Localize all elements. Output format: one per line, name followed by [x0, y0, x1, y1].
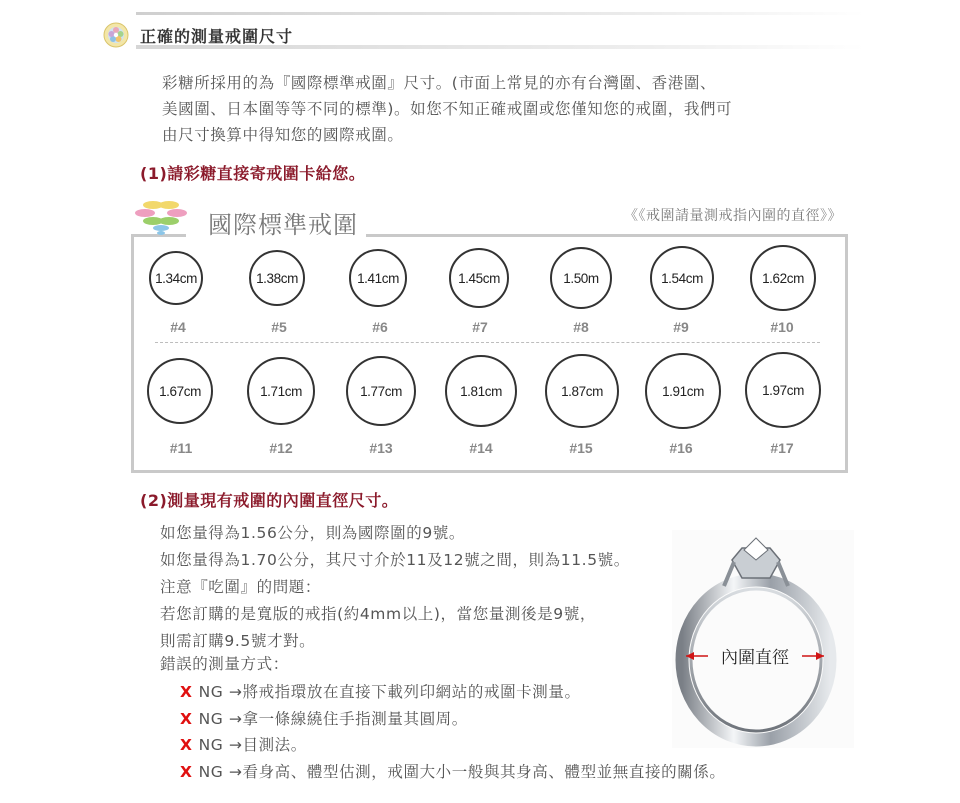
wrong-methods-title: 錯誤的測量方式： — [160, 655, 289, 673]
ring-number: #10 — [770, 319, 794, 335]
ring-number: #4 — [170, 319, 186, 335]
body-line: 如您量得為1.70公分，其尺寸介於11及12號之間，則為11.5號。 — [160, 551, 630, 569]
ring-cell — [131, 356, 231, 466]
ring-number: #16 — [669, 440, 693, 456]
intro-paragraph — [162, 70, 862, 148]
ring-cell — [732, 245, 832, 355]
ring-number: #6 — [372, 319, 388, 335]
header-top-line — [136, 12, 865, 15]
ring-circle: 1.71cm — [247, 357, 315, 425]
section-2-body — [160, 520, 720, 655]
ng-text: NG →拿一條線繞住手指測量其圓周。 — [198, 709, 468, 728]
section-2-title: (2)測量現有戒圍的內圍直徑尺寸。 — [140, 491, 399, 510]
ring-cell — [531, 245, 631, 355]
ring-row-2 — [134, 356, 845, 466]
ring-cell — [430, 245, 530, 355]
chart-note: 《《戒圍請量測戒指內圍的直徑》》 — [624, 208, 842, 224]
ng-item — [180, 759, 860, 786]
ring-circle: 1.91cm — [645, 353, 721, 429]
ring-circle: 1.87cm — [545, 354, 619, 428]
ring-number: #5 — [271, 319, 287, 335]
ng-text: NG →將戒指環放在直接下載列印網站的戒圍卡測量。 — [198, 683, 581, 701]
ring-cell — [531, 356, 631, 466]
diagram-label: 內圍直徑 — [721, 648, 789, 668]
ring-row-1 — [134, 245, 845, 355]
ring-circle: 1.38cm — [249, 250, 305, 306]
ring-circle: 1.45cm — [449, 248, 509, 308]
page-title: 正確的測量戒圍尺寸 — [140, 27, 294, 46]
intro-line: 由尺寸換算中得知您的國際戒圍。 — [162, 126, 404, 144]
ring-cell — [631, 245, 731, 355]
ring-cell — [331, 356, 431, 466]
body-line: 則需訂購9.5號才對。 — [160, 632, 316, 650]
intro-line: 美國圍、日本圍等等不同的標準)。如您不知正確戒圍或您僅知您的戒圍，我們可 — [162, 100, 733, 118]
ring-circle: 1.77cm — [346, 356, 416, 426]
body-line: 若您訂購的是寬版的戒指(約4mm以上)，當您量測後是9號， — [160, 605, 596, 623]
ring-cell — [431, 356, 531, 466]
ring-circle: 1.41cm — [349, 249, 407, 307]
ring-cell — [231, 356, 331, 466]
ng-text: NG →目測法。 — [198, 736, 307, 754]
body-line: 如您量得為1.56公分，則為國際圍的9號。 — [160, 524, 465, 542]
ring-cell — [128, 245, 228, 355]
ring-number: #9 — [673, 319, 689, 335]
ring-cell — [330, 245, 430, 355]
ring-cell — [631, 356, 731, 466]
x-icon: X — [180, 683, 193, 701]
ring-number: #13 — [369, 440, 393, 456]
flower-icon — [103, 22, 129, 48]
ring-circle: 1.54cm — [650, 246, 714, 310]
ng-text: NG →看身高、體型估測，戒圍大小一般與其身高、體型並無直接的關係。 — [198, 762, 726, 781]
ring-circle: 1.62cm — [750, 245, 816, 311]
x-icon: X — [180, 736, 193, 754]
intro-line: 彩糖所採用的為『國際標準戒圍』尺寸。(市面上常見的亦有台灣圍、香港圍、 — [162, 74, 717, 92]
section-1-title: (1)請彩糖直接寄戒圍卡給您。 — [140, 164, 366, 183]
ring-cell — [732, 356, 832, 466]
ring-cell — [229, 245, 329, 355]
ring-number: #11 — [169, 440, 193, 456]
ring-circle: 1.34cm — [149, 251, 203, 305]
ring-number: #17 — [770, 440, 794, 456]
ring-number: #15 — [569, 440, 593, 456]
ring-circle: 1.50m — [550, 247, 612, 309]
row-divider — [155, 342, 820, 343]
x-icon: X — [180, 762, 193, 781]
ring-diameter-diagram — [672, 530, 854, 748]
ring-number: #14 — [469, 440, 493, 456]
ring-circle: 1.81cm — [445, 355, 517, 427]
ring-number: #12 — [269, 440, 293, 456]
ring-circle: 1.97cm — [745, 352, 821, 428]
pastel-blossom-logo — [131, 196, 191, 236]
section-header — [100, 12, 865, 52]
chart-title: 國際標準戒圍 — [208, 211, 358, 239]
ring-number: #8 — [573, 319, 589, 335]
body-line: 注意『吃圍』的問題： — [160, 578, 322, 596]
ring-circle: 1.67cm — [147, 358, 213, 424]
ring-number: #7 — [472, 319, 488, 335]
x-icon: X — [180, 709, 193, 728]
